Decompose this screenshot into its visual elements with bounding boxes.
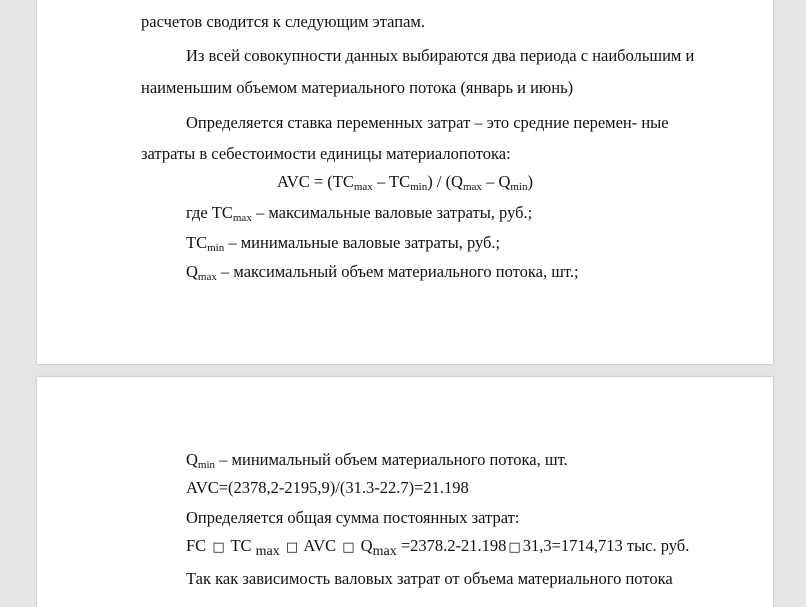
calculation-line: AVC=(2378,2-2195,9)/(31.3-22.7)=21.198 <box>186 478 469 497</box>
text-line: наименьшим объемом материального потока (январь и июнь) <box>141 78 574 97</box>
formula-fc: FC □ TC $_{max}$ □ AVC □ $Q_{max} =2378.2-21.198$ □ 31,3=1714,713 тыс. руб. <box>186 536 690 559</box>
formula-avc: AVC = $(TC_{max} - TC_{min}) / (Q_{max} - Q_{min})$ <box>277 172 533 193</box>
text-line: затраты в себестоимости единицы материалопотока: <box>141 144 511 163</box>
definition-line: $Q_{max}$ – максимальный объем материального потока, шт.; <box>186 262 579 283</box>
text-line: Определяется общая сумма постоянных затрат: <box>186 508 520 527</box>
definition-line: где $TC_{max}$ – максимальные валовые затраты, руб.; <box>186 203 533 224</box>
text-line: Определяется ставка переменных затрат – это средние перемен- ные <box>186 113 669 132</box>
document-page-2 <box>37 377 773 607</box>
definition-line: $Q_{min}$ – минимальный объем материального потока, шт. <box>186 450 568 471</box>
document-page-1 <box>37 0 773 364</box>
text-line: Так как зависимость валовых затрат от объема материального потока <box>186 569 673 588</box>
text-line: Из всей совокупности данных выбираются два периода с наибольшим и <box>186 46 695 65</box>
definition-line: $TC_{min}$ – минимальные валовые затраты, руб.; <box>186 233 501 254</box>
text-line: расчетов сводится к следующим этапам. <box>141 12 425 31</box>
